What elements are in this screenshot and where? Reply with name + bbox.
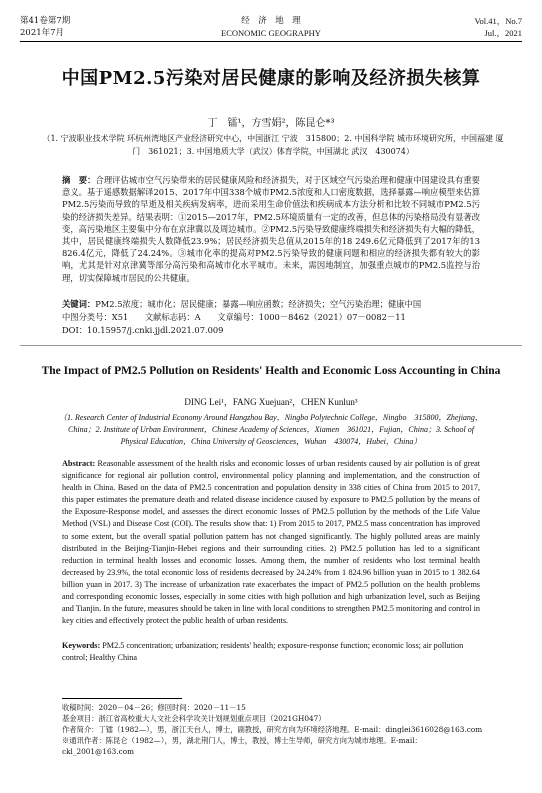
date-cn: 2021年7月: [20, 28, 65, 38]
affiliation-cn: （1. 宁波职业技术学院 环杭州湾地区产业经济研究中心，中国浙江 宁波 315800；2. 中国科学院 城市环境研究所，中国福建 厦门 361021；3. 中国地质大学（武汉）体育学院，中国湖北 武汉 430074）: [42, 134, 504, 156]
doi: DOI：10.15957/j.cnki.jjdl.2021.07.009: [62, 325, 224, 335]
authors-cn: 丁 镭¹，方雪娟²，陈昆仑*³: [207, 118, 335, 129]
volume-en: Vol.41，No.7: [474, 16, 522, 26]
abstract-cn-text: 合理评估城市空气污染带来的居民健康风险和经济损失，对于区域空气污染治理和健康中国建设具有重要意义。基于遥感数据解译2015、2017年中国338个城市PM2.5浓度和人口密度数据，选择暴露—响应模型来估算PM2.5污染而导致的早逝及相关疾病发病率，进而采用生命价值法和疾病成本方法分析和比较不同城市PM2.5污染的经济损失差异。结果表明：①2015—2017年，PM2.5环境质量有一定的改善，但总体的污染格局没有显著改变，高污染地区主要集中分布在京津冀以及周边城市。②PM2.5污染导致健康终端损失和经济损失有大幅的降低，其中，居民健康终端损失人数降低23.9%；居民经济损失总值从2015年的18 249.6亿元降低到了2017年的13 826.4亿元，降低了24.24%。③城市化率的提高对PM2.5污染导致的健康问题和相应的经济损失都有较大的影响，尤其是针对京津冀等部分高污染和高城市化水平城市。未来，需因地制宜，加强重点城市的PM2.5监控与治理，切实保障城市居民的公共健康。: [62, 175, 480, 283]
abstract-en-label: Abstract:: [62, 459, 96, 468]
title-en: The Impact of PM2.5 Pollution on Residents' Health and Economic Loss Accounting in China: [41, 365, 501, 377]
section-divider: [20, 345, 522, 346]
journal-cn: 经 济 地 理: [241, 16, 301, 26]
footnote-received: 收稿时间：2020－04－26；修回时间：2020－11－15: [62, 703, 246, 712]
footnote-author: 作者简介：丁镭（1982—），男，浙江天台人，博士，副教授，研究方向为环境经济地理。E-mail：dinglei3616028@163.com: [62, 725, 483, 734]
keywords-cn-label: 关键词：: [62, 299, 96, 309]
header-rule: [20, 41, 522, 42]
abstract-cn-label: 摘 要：: [62, 175, 96, 185]
footnote-rule: [62, 698, 182, 699]
keywords-en: [62, 640, 480, 664]
classification-cn: 中图分类号：X51 文献标志码：A 文章编号：1000－8462（2021）07－0082－11: [62, 312, 406, 322]
date-en: Jul.，2021: [484, 28, 522, 38]
keywords-en-text: PM2.5 concentration; urbanization; residents' health; exposure-response function; economic loss; air pollution control; Healthy China: [62, 641, 464, 663]
affiliation-en: （1. Research Center of Industrial Economy Around Hangzhou Bay，Ningbo Polytechnic College，Ningbo 315800，Zhejiang，China；2. Institute of Urban Environment，Chinese Academy of Sciences，Xiamen 361021，Fujian，China；3. School of Physical Education，China University of Geosciences，Wuhan 430074，Hubei，China）: [59, 413, 483, 446]
journal-en: ECONOMIC GEOGRAPHY: [221, 28, 321, 38]
abstract-en-text: Reasonable assessment of the health risks and economic losses of urban residents caused by air pollution is of great significance for regional air pollution control, environmental policy planning and implementation, and the construction of health in China. Based on the data of PM2.5 concentration and population density in 338 cities of China from 2015 to 2017, this paper estimates the premature death and related disease incidence caused by exposure to PM2.5 pollution by the means of the Exposure-Response model, and assesses the direct economic losses of PM2.5 pollution by the methods of the Life Value Method (VSL) and Disease Cost (COI). The results show that: 1) From 2015 to 2017, PM2.5 mass concentration has improved to some extent, but the overall spatial pollution pattern has not changed significantly. The highly polluted areas are mainly distributed in the Beijing-Tianjin-Hebei regions and their surrounding cities. 2) PM2.5 pollution has led to a significant reduction in terminal health losses and economic losses. Among them, the number of residents who lost terminal health decreased by 23.9%, the total economic loss of residents decreased by 24.24% from 1 824.96 billion yuan in 2015 to 1 382.64 billion yuan in 2017. 3) The increase of urbanization rate exacerbates the impact of PM2.5 pollution on the health problems and corresponding economic losses, especially in some cities with high pollution and high urbanization level, such as Beijing and Tianjin. In the future, measures should be taken in line with local conditions to strengthen PM2.5 monitoring and control in key cities and effectively protect the public health of urban residents.: [62, 459, 480, 626]
keywords-cn: [62, 298, 480, 311]
abstract-cn: [62, 174, 480, 284]
authors-en: DING Lei¹，FANG Xuejuan²，CHEN Kunlun³: [184, 397, 358, 407]
footnote-corresponding: ※通讯作者：陈昆仑（1982—），男，湖北荆门人，博士，教授，博士生导师，研究方向为城市地理。E-mail：ckl_2001@163.com: [62, 736, 422, 756]
keywords-cn-text: PM2.5浓度；城市化；居民健康；暴露—响应函数；经济损失；空气污染治理；健康中国: [95, 299, 422, 309]
title-cn: 中国PM2.5污染对居民健康的影响及经济损失核算: [61, 68, 481, 89]
keywords-en-label: Keywords:: [62, 641, 101, 650]
volume-cn: 第41卷第7期: [20, 16, 71, 26]
abstract-en: [62, 458, 480, 627]
footnote-funding: 基金项目：浙江省高校重大人文社会科学攻关计划规划重点项目（2021GH047）: [62, 714, 326, 723]
